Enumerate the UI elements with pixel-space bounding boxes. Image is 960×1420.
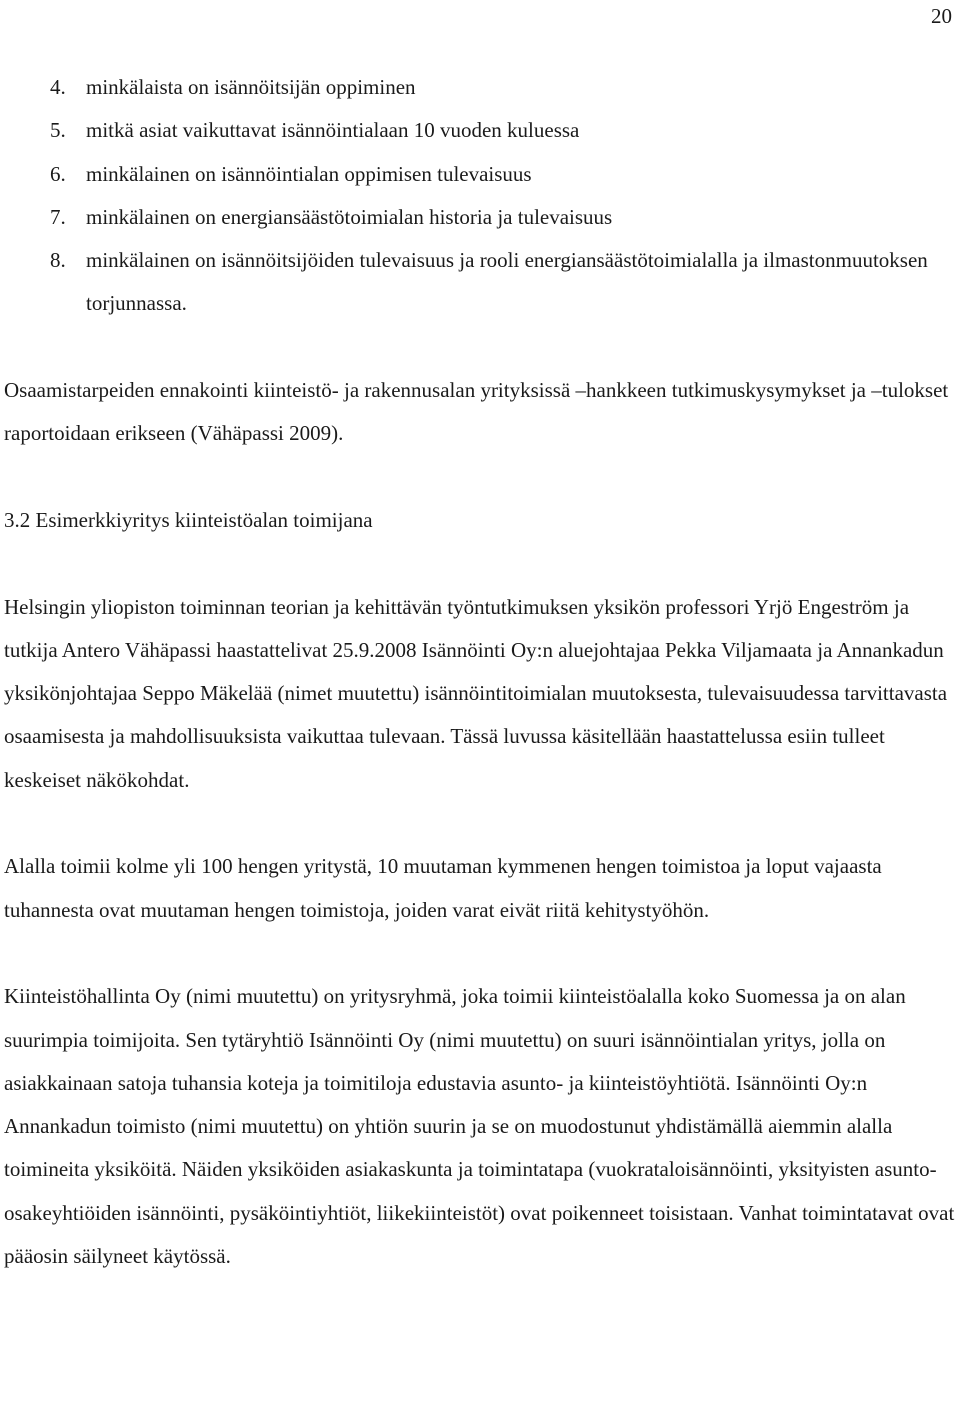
list-item-number: 6. xyxy=(50,161,66,186)
list-item-text: minkälaista on isännöitsijän oppiminen xyxy=(86,75,416,99)
paragraph-interview: Helsingin yliopiston toiminnan teorian ja kehittävän työntutkimuksen yksikön professori Yrjö Engeström ja tutkija Antero Vähäpassi haastattelivat 25.9.2008 Isännöinti Oy:n aluejohtajaa Pekka Viljamaata ja Annankadun yksikönjohtajaa Seppo Mäkelää (nimet muutettu) isännöintitoimialan muutoksesta, tulevaisuudessa tarvittavasta osaamisesta ja mahdollisuuksista vaikuttaa tulevaan. Tässä luvussa käsitellään haastattelussa esiin tulleet keskeiset näkökohdat. xyxy=(4,594,948,792)
list-item xyxy=(4,109,956,152)
section-heading: 3.2 Esimerkkiyritys kiinteistöalan toimijana xyxy=(4,507,373,532)
list-item-number: 4. xyxy=(50,75,66,99)
list-item-text: minkälainen on energiansäästötoimialan historia ja tulevaisuus xyxy=(86,204,613,229)
research-questions-list xyxy=(4,66,956,326)
paragraph-company-description: Kiinteistöhallinta Oy (nimi muutettu) on yritysryhmä, joka toimii kiinteistöalalla koko Suomessa ja on alan suurimpia toimijoita. Sen tytäryhtiö Isännöinti Oy (nimi muutettu) on suuri isännöintialan yritys, jolla on asiakkainaan satoja tuhansia koteja ja toimitiloja edustavia asunto- ja kiinteistöyhtiötä. Isännöinti Oy:n Annankadun toimisto (nimi muutettu) on yhtiön suurin ja se on muodostunut yhdistämällä aiemmin alalla toimineita yksiköitä. Näiden yksiköiden asiakaskunta ja toimintatapa (vuokrataloisännöinti, yksityisten asunto-osakeyhtiöiden isännöinti, pysäköintiyhtiöt, liikekiinteistöt) ovat poikenneet toisistaan. Vanhat toimintatavat ovat pääosin säilyneet käytössä. xyxy=(4,984,955,1269)
spacer xyxy=(4,542,956,585)
spacer xyxy=(4,326,956,369)
list-item xyxy=(4,239,956,326)
page-number: 20 xyxy=(931,4,952,28)
spacer xyxy=(4,932,956,975)
list-item xyxy=(4,153,956,196)
list-item-text: mitkä asiat vaikuttavat isännöintialaan 10 vuoden kuluessa xyxy=(86,118,580,143)
list-item xyxy=(4,196,956,239)
spacer xyxy=(4,802,956,845)
paragraph-industry-structure: Alalla toimii kolme yli 100 hengen yritystä, 10 muutaman kymmenen hengen toimistoa ja loput vajaasta tuhannesta ovat muutaman hengen toimistoja, joiden varat eivät riitä kehitystyöhön. xyxy=(4,854,882,922)
list-item-number: 7. xyxy=(50,204,66,229)
list-item-number: 8. xyxy=(50,248,66,273)
paragraph-project-note: Osaamistarpeiden ennakointi kiinteistö- ja rakennusalan yrityksissä –hankkeen tutkimuskysymykset ja –tulokset raportoidaan erikseen (Vähäpassi 2009). xyxy=(4,378,949,446)
list-item-number: 5. xyxy=(50,118,66,143)
list-item-text: minkälainen on isännöitsijöiden tulevaisuus ja rooli energiansäästötoimialalla ja ilmastonmuutoksen torjunnassa. xyxy=(86,248,928,316)
document-body xyxy=(4,66,956,1278)
list-item-text: minkälainen on isännöintialan oppimisen tulevaisuus xyxy=(86,161,532,186)
spacer xyxy=(4,456,956,499)
list-item xyxy=(4,66,956,109)
